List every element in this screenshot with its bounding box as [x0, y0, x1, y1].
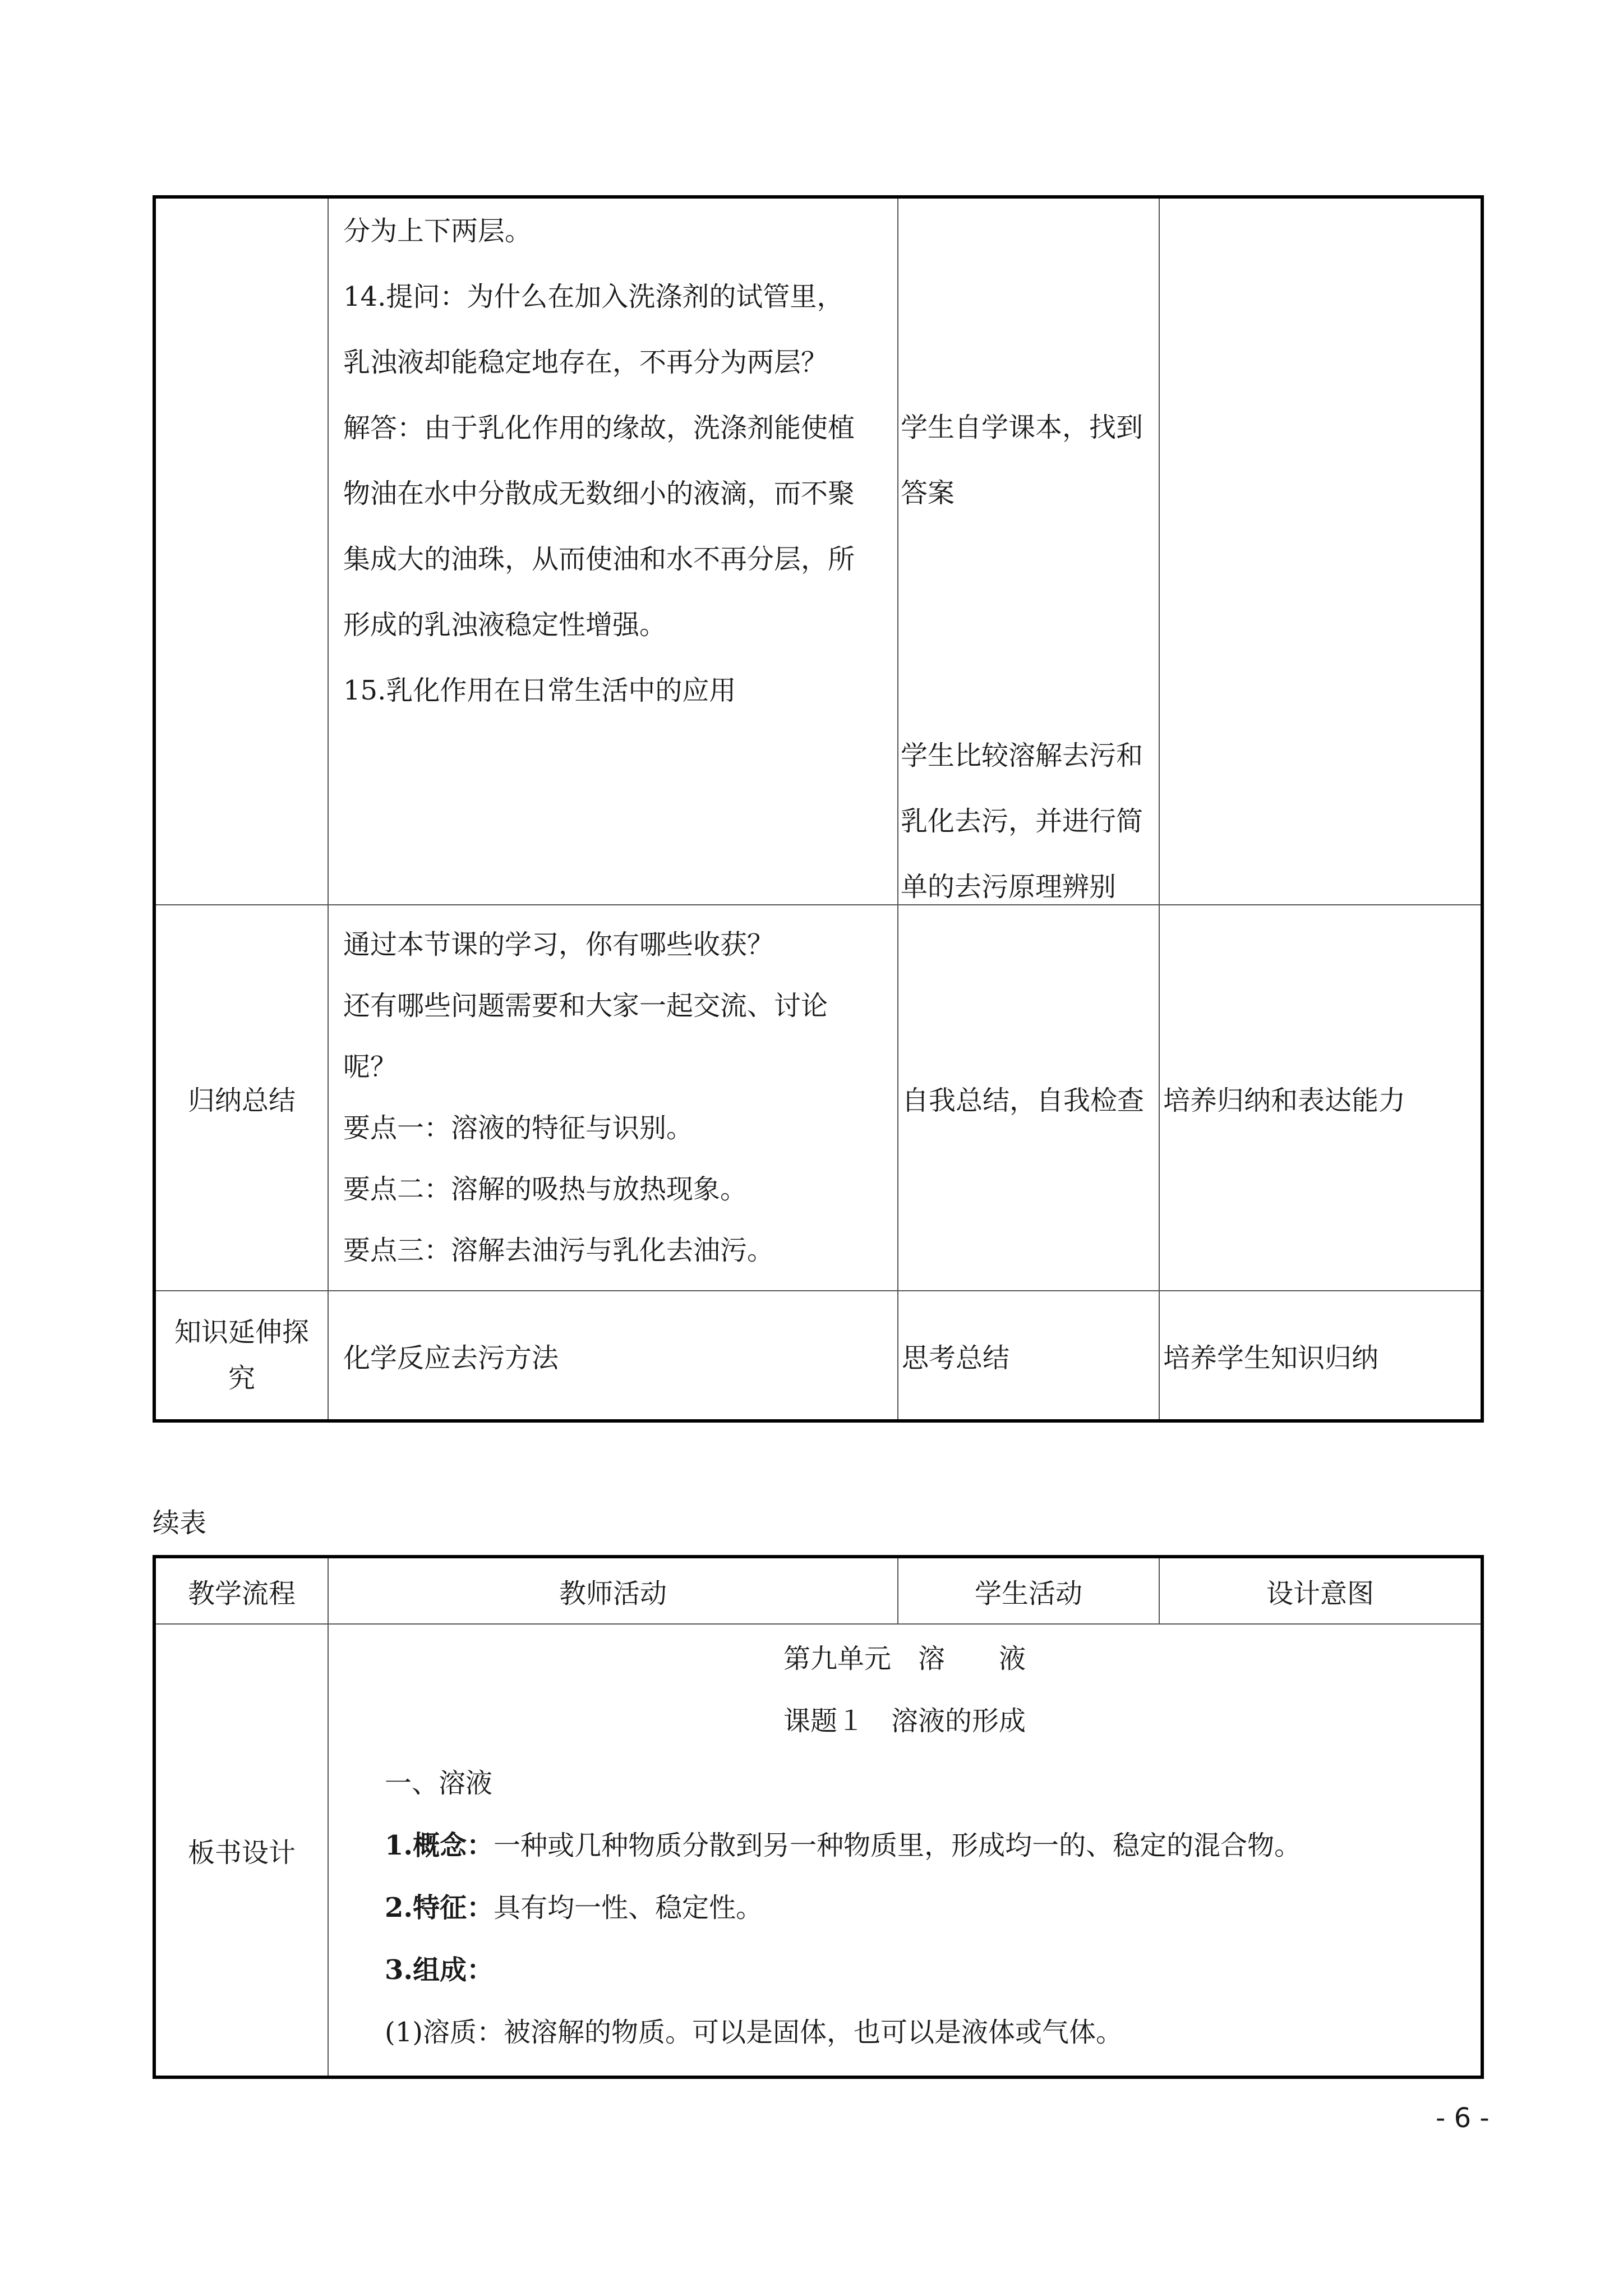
- item-label: 3.组成：: [385, 1954, 494, 1986]
- item-label: 1.概念：: [385, 1830, 494, 1861]
- text-line: 形成的乳浊液稳定性增强。: [343, 609, 667, 641]
- text-line: 呢？: [343, 1051, 398, 1083]
- lesson-table: [153, 1555, 1484, 2079]
- text-line: 要点一：溶液的特征与识别。: [343, 1112, 694, 1144]
- item-label: 2.特征：: [385, 1892, 494, 1924]
- text-line: 15.乳化作用在日常生活中的应用: [343, 675, 736, 706]
- process-label: 板书设计: [154, 1624, 328, 2077]
- teacher-activity-cell: 化学反应去污方法: [328, 1291, 898, 1421]
- item-text: 具有均一性、稳定性。: [494, 1892, 763, 1924]
- text-line: 单的去污原理辨别: [901, 871, 1117, 903]
- column-header: 设计意图: [1159, 1557, 1482, 1624]
- intent-cell: 培养学生知识归纳: [1159, 1291, 1482, 1421]
- text-line: 还有哪些问题需要和大家一起交流、讨论: [343, 990, 828, 1022]
- text-line: 学生比较溶解去污和: [901, 740, 1144, 771]
- board-item: [329, 1877, 1481, 1939]
- intent-cell-empty: [1159, 197, 1482, 905]
- text-line: 答案: [901, 477, 955, 509]
- table-caption: 续表: [153, 1507, 207, 1539]
- process-label: 归纳总结: [154, 905, 328, 1291]
- table-header-row: [154, 1557, 1482, 1624]
- board-item: [329, 1939, 1481, 2001]
- text-line: 通过本节课的学习，你有哪些收获？: [343, 929, 774, 960]
- text-line: 解答：由于乳化作用的缘故，洗涤剂能使植: [343, 412, 855, 444]
- text-line: 分为上下两层。: [343, 215, 532, 247]
- table-row: [154, 1624, 1482, 2077]
- process-cell-empty: [154, 197, 328, 905]
- text-line: 乳化去污，并进行简: [901, 806, 1144, 837]
- text-line: 14.提问：为什么在加入洗涤剂的试管里，: [343, 281, 844, 312]
- process-label: [154, 1291, 328, 1421]
- student-activity-cell: 思考总结: [898, 1291, 1159, 1421]
- board-item: [329, 1815, 1481, 1877]
- board-item: (1)溶质：被溶解的物质。可以是固体，也可以是液体或气体。: [385, 2017, 1123, 2048]
- text-line: 乳浊液却能稳定地存在，不再分为两层？: [343, 347, 828, 378]
- section-heading: 一、溶液: [385, 1768, 493, 1799]
- text-line: 物油在水中分散成无数细小的液滴，而不聚: [343, 478, 855, 509]
- item-text: 一种或几种物质分散到另一种物质里，形成均一的、稳定的混合物。: [494, 1830, 1302, 1861]
- intent-cell: 培养归纳和表达能力: [1159, 905, 1482, 1291]
- table-row: [154, 197, 1482, 905]
- table-row: [154, 905, 1482, 1291]
- unit-title: 第九单元 溶 液: [783, 1643, 1026, 1674]
- student-activity-cell: [898, 197, 1159, 905]
- page-number: - 6 -: [1436, 2102, 1490, 2134]
- column-header: 教师活动: [328, 1557, 898, 1624]
- text-line: 学生自学课本，找到: [901, 412, 1144, 443]
- teacher-activity-cell: [328, 905, 898, 1291]
- board-design-cell: [328, 1624, 1482, 2077]
- text-line: 究: [228, 1363, 255, 1394]
- text-line: 要点三：溶解去油污与乳化去油污。: [343, 1235, 774, 1266]
- column-header: 教学流程: [154, 1557, 328, 1624]
- text-line: 知识延伸探: [174, 1317, 309, 1348]
- teacher-activity-cell: [328, 197, 898, 905]
- lesson-table-continued: [153, 195, 1484, 1423]
- text-line: 要点二：溶解的吸热与放热现象。: [343, 1174, 748, 1205]
- student-activity-cell: 自我总结，自我检查: [898, 905, 1159, 1291]
- column-header: 学生活动: [898, 1557, 1159, 1624]
- text-line: 集成大的油珠，从而使油和水不再分层，所: [343, 544, 855, 575]
- table-row: [154, 1291, 1482, 1421]
- lesson-title: 课题１ 溶液的形成: [783, 1705, 1026, 1737]
